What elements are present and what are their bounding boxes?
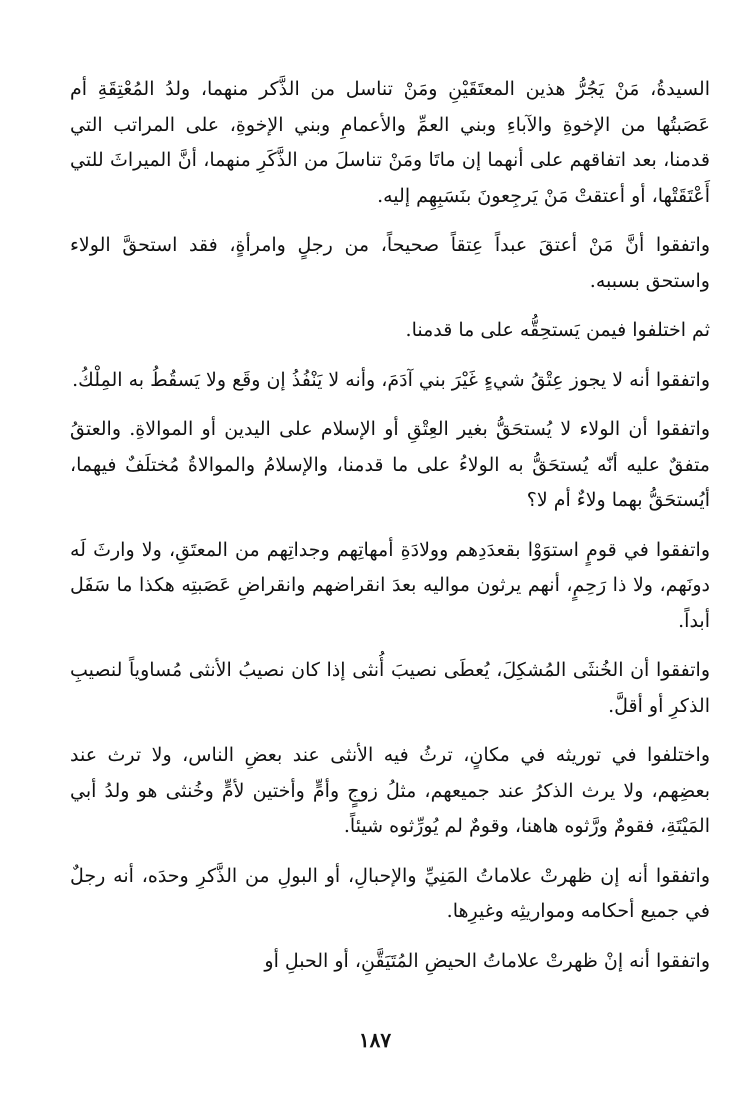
paragraph-9: واتفقوا أنه إن ظهرتْ علاماتُ المَنِيِّ والإحبالِ، أو البولِ من الذَّكرِ وحدَه، أنه رجلٌ في جميع أحكامه ومواريثِه وغيرِها. xyxy=(70,864,710,922)
paragraph-3: ثم اختلفوا فيمن يَستحِقُّه على ما قدمنا. xyxy=(405,319,710,341)
paragraph-1: السيدةُ، مَنْ يَجُرُّ هذين المعتَقَيْنِ ومَنْ تناسل من الذَّكر منهما، ولدُ المُعْتِقَةِ أم عَصَبتُها من الإخوةِ والآباءِ وبني العمِّ والأعمامِ وبني الإخوةِ، على المراتب التي قدمنا، بعد اتفاقهم على أنهما إن ماتَا ومَنْ تناسلَ من الذَّكَرِ منهما، أنَّ الميراثَ للتي أَعْتَقَتْها، أو أعتقتْ مَنْ يَرجِعونَ بنَسَبِهِم إليه. xyxy=(70,78,710,207)
paragraph-5: واتفقوا أن الولاء لا يُستحَقُّ بغير العِتْقِ أو الإسلام على اليدين أو الموالاةِ. والعتقُ متفقٌ عليه أنّه يُستحَقُّ به الولاءُ على ما قدمنا، والإسلامُ والموالاةُ مُختلَفٌ فيهما، أيُستحَقُّ بهما ولاءٌ أم لا؟ xyxy=(70,418,710,511)
paragraph-4: واتفقوا أنه لا يجوز عِتْقُ شيءٍ غَيْرَ بني آدَمَ، وأنه لا يَنْفُذُ إن وقَع ولا يَسقُطُ به المِلْكُ. xyxy=(72,368,710,391)
paragraph-10: واتفقوا أنه إنْ ظهرتْ علاماتُ الحيضِ المُتَيَقَّنِ، أو الحبلِ أو xyxy=(264,949,710,972)
paragraph-6: واتفقوا في قومٍ استوَوْا بقعدَدِهم وولادَةِ أمهاتِهم وجداتِهم من المعتَقِ، ولا وارثَ لَه دونَهم، ولا ذا رَحِمٍ، أنهم يرثون مواليه بعدَ انقراضهم وانقراضِ عَصَبتِه هكذا ما سَفَل أبداً. xyxy=(70,538,710,632)
page-body xyxy=(70,72,710,1032)
paragraph-2: واتفقوا أنَّ مَنْ أعتقَ عبداً عِتقاً صحيحاً، من رجلٍ وامرأةٍ، فقد استحقَّ الولاء واستحق بسببه. xyxy=(70,234,710,292)
page-number: ١٨٧ xyxy=(358,1028,392,1052)
paragraph-8: واختلفوا في توريثه في مكانٍ، ترثُ فيه الأنثى عند بعضِ الناس، ولا ترث عند بعضِهم، ولا يرث الذكرُ عند جميعهم، مثلُ زوجٍ وأمٍّ وأختين لأمٍّ وخُنثى هو ولدُ أبي المَيْتَةِ، فقومٌ ورَّثوه هاهنا، وقومٌ لم يُورِّثوه شيئاً. xyxy=(70,744,710,837)
paragraph-7: واتفقوا أن الخُنثَى المُشكِلَ، يُعطَى نصيبَ أُنثى إذا كان نصيبُ الأنثى مُساوياً لنصيبِ الذكرِ أو أقلَّ. xyxy=(70,659,710,717)
